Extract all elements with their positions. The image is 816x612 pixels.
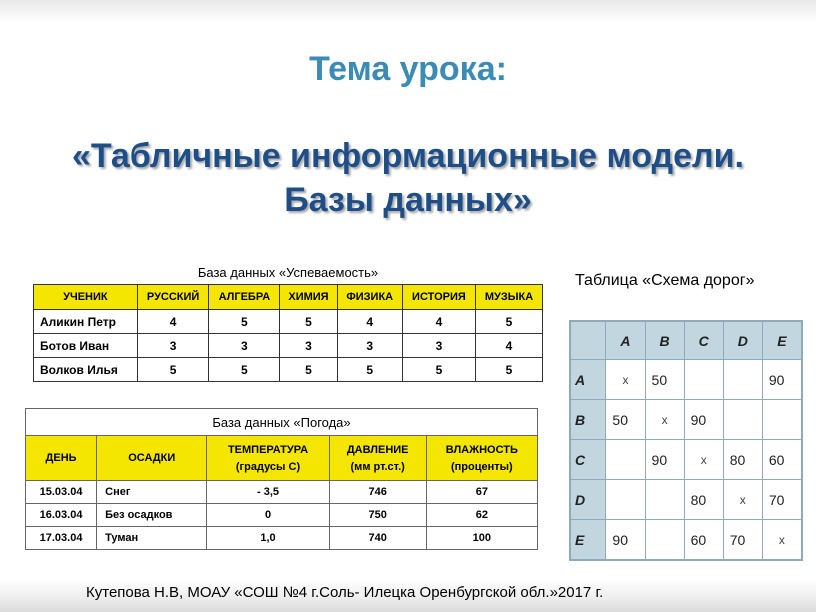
grade-cell: 5 <box>476 310 543 334</box>
table-row <box>570 520 802 561</box>
distance-cell: 60 <box>762 440 802 480</box>
distance-cell: x <box>684 440 723 480</box>
row-header: B <box>570 400 606 440</box>
column-header: D <box>723 321 762 360</box>
row-header: A <box>570 360 606 400</box>
table-row <box>26 527 538 550</box>
column-header <box>26 436 97 481</box>
distance-cell <box>645 480 684 520</box>
grade-cell: 3 <box>337 334 402 358</box>
distance-cell <box>723 400 762 440</box>
column-header: A <box>606 321 645 360</box>
roads-table-caption: Таблица «Схема дорог» <box>575 272 755 289</box>
grade-cell: 4 <box>137 310 209 334</box>
row-header: C <box>570 440 606 480</box>
table-row <box>570 480 802 520</box>
column-header: УЧЕНИК <box>34 285 138 310</box>
distance-cell: 90 <box>606 520 645 561</box>
table-row <box>34 334 543 358</box>
table-row <box>34 358 543 382</box>
grade-cell: 5 <box>209 310 280 334</box>
table-row <box>570 440 802 480</box>
grade-cell: 5 <box>280 310 337 334</box>
grade-cell: 3 <box>280 334 337 358</box>
distance-cell: x <box>723 480 762 520</box>
lesson-title <box>0 134 816 222</box>
grade-cell: 3 <box>137 334 209 358</box>
precipitation-cell: Туман <box>97 527 207 550</box>
grade-cell: 5 <box>402 358 475 382</box>
roads-scheme-table <box>569 320 803 561</box>
header-line: ДЕНЬ <box>45 452 77 464</box>
distance-cell: 50 <box>606 400 645 440</box>
temperature-cell: - 3,5 <box>207 481 329 504</box>
pressure-cell: 746 <box>329 481 426 504</box>
distance-cell: x <box>645 400 684 440</box>
humidity-cell: 100 <box>426 527 537 550</box>
precipitation-cell: Без осадков <box>97 504 207 527</box>
column-header: МУЗЫКА <box>476 285 543 310</box>
distance-cell: x <box>606 360 645 400</box>
distance-cell: 80 <box>684 480 723 520</box>
progress-database-table <box>33 260 543 382</box>
lesson-topic-label: Тема урока: <box>309 50 507 88</box>
student-name-cell: Аликин Петр <box>34 310 138 334</box>
grade-cell: 5 <box>337 358 402 382</box>
distance-cell <box>645 520 684 561</box>
column-header: ФИЗИКА <box>337 285 402 310</box>
column-header <box>207 436 329 481</box>
student-name-cell: Ботов Иван <box>34 334 138 358</box>
distance-cell: 90 <box>684 400 723 440</box>
column-header <box>97 436 207 481</box>
distance-cell: 80 <box>723 440 762 480</box>
header-line: ДАВЛЕНИЕ <box>346 443 409 456</box>
temperature-cell: 1,0 <box>207 527 329 550</box>
precipitation-cell: Снег <box>97 481 207 504</box>
table-row <box>570 400 802 440</box>
date-cell: 16.03.04 <box>26 504 97 527</box>
weather-db-caption: База данных «Погода» <box>26 409 538 436</box>
title-line-1: «Табличные информационные модели. <box>72 137 744 175</box>
grade-cell: 4 <box>402 310 475 334</box>
header-line: ОСАДКИ <box>128 452 176 464</box>
column-header: РУССКИЙ <box>137 285 209 310</box>
pressure-cell: 750 <box>329 504 426 527</box>
distance-cell <box>762 400 802 440</box>
distance-cell <box>684 360 723 400</box>
column-header: АЛГЕБРА <box>209 285 280 310</box>
distance-cell: 90 <box>762 360 802 400</box>
header-unit: (проценты) <box>450 460 513 473</box>
grade-cell: 5 <box>280 358 337 382</box>
grade-cell: 4 <box>337 310 402 334</box>
row-header: D <box>570 480 606 520</box>
column-header: ХИМИЯ <box>280 285 337 310</box>
date-cell: 17.03.04 <box>26 527 97 550</box>
top-decor-bar <box>0 0 816 22</box>
distance-cell: 90 <box>645 440 684 480</box>
distance-cell <box>606 480 645 520</box>
corner-cell <box>570 321 606 360</box>
author-footer: Кутепова Н.В, МОАУ «СОШ №4 г.Соль- Илецка Оренбургской обл.»2017 г. <box>86 584 604 601</box>
distance-cell <box>606 440 645 480</box>
table-header-row <box>34 285 543 310</box>
distance-cell: x <box>762 520 802 561</box>
column-header: ИСТОРИЯ <box>402 285 475 310</box>
date-cell: 15.03.04 <box>26 481 97 504</box>
table-header-row <box>570 321 802 360</box>
column-header <box>329 436 426 481</box>
student-name-cell: Волков Илья <box>34 358 138 382</box>
header-unit: (градусы С) <box>235 460 301 473</box>
distance-cell: 70 <box>723 520 762 561</box>
column-header: E <box>762 321 802 360</box>
table-row <box>34 310 543 334</box>
header-unit: (мм рт.ст.) <box>350 460 405 473</box>
title-line-2: Базы данных» <box>284 181 532 219</box>
header-line: ВЛАЖНОСТЬ <box>445 443 518 456</box>
grade-cell: 3 <box>209 334 280 358</box>
grade-cell: 4 <box>476 334 543 358</box>
column-header: B <box>645 321 684 360</box>
progress-db-caption: База данных «Успеваемость» <box>34 260 543 285</box>
grade-cell: 5 <box>476 358 543 382</box>
column-header: C <box>684 321 723 360</box>
table-row <box>26 481 538 504</box>
distance-cell: 50 <box>645 360 684 400</box>
weather-database-table <box>25 408 538 550</box>
humidity-cell: 67 <box>426 481 537 504</box>
grade-cell: 5 <box>137 358 209 382</box>
pressure-cell: 740 <box>329 527 426 550</box>
temperature-cell: 0 <box>207 504 329 527</box>
header-line: ТЕМПЕРАТУРА <box>227 443 309 456</box>
grade-cell: 5 <box>209 358 280 382</box>
distance-cell: 70 <box>762 480 802 520</box>
humidity-cell: 62 <box>426 504 537 527</box>
row-header: E <box>570 520 606 561</box>
distance-cell <box>723 360 762 400</box>
column-header <box>426 436 537 481</box>
distance-cell: 60 <box>684 520 723 561</box>
table-row <box>570 360 802 400</box>
table-header-row <box>26 436 538 481</box>
grade-cell: 3 <box>402 334 475 358</box>
table-row <box>26 504 538 527</box>
